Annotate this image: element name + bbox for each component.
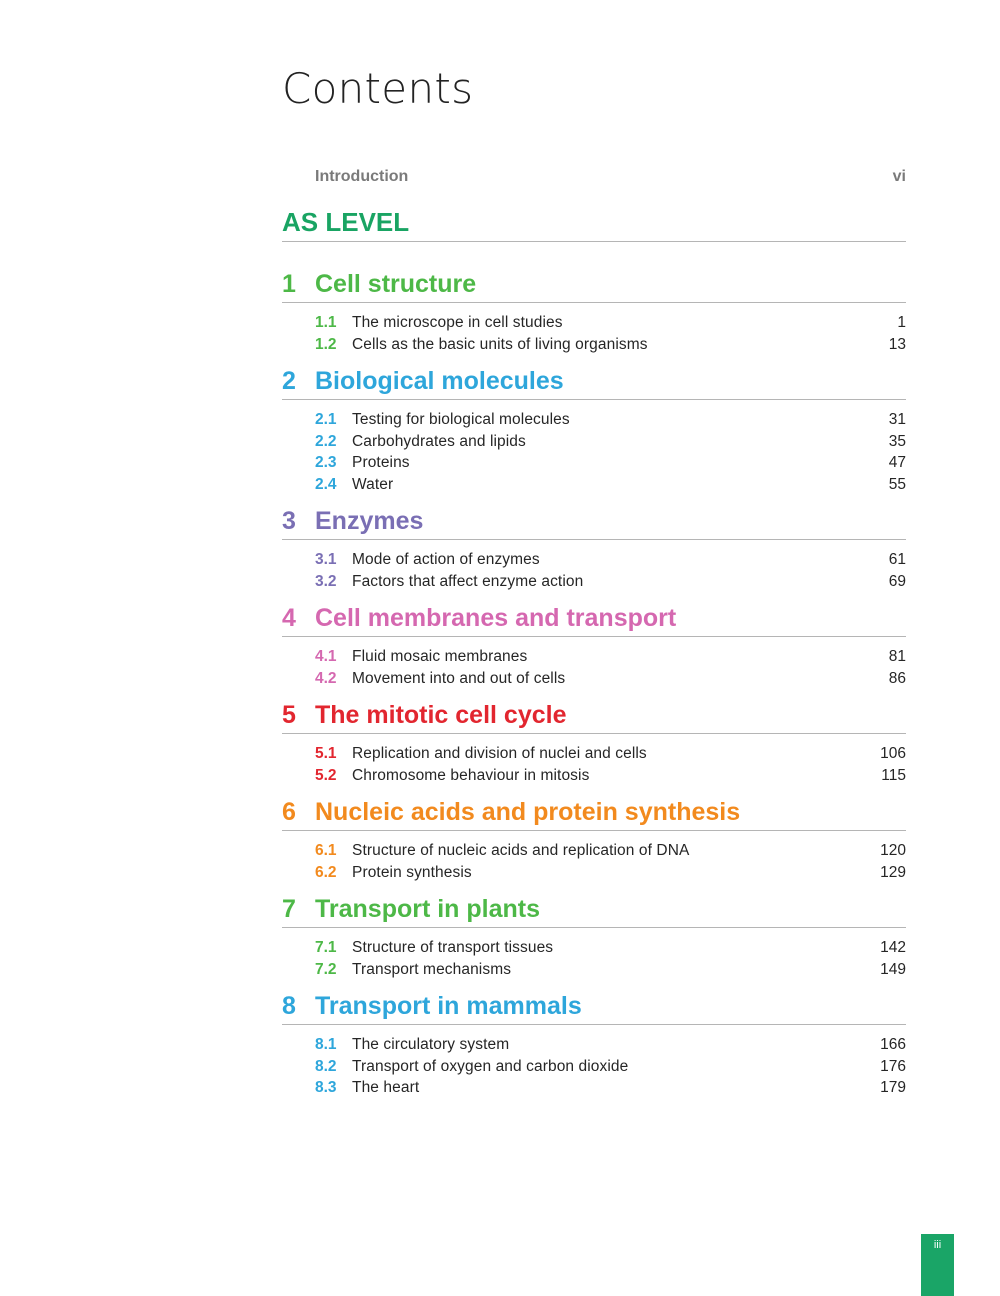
section-entry[interactable] bbox=[282, 840, 906, 862]
section-list bbox=[282, 312, 906, 355]
chapter-3 bbox=[282, 505, 906, 592]
intro-title: Introduction bbox=[315, 168, 409, 185]
chapter-heading[interactable] bbox=[282, 268, 906, 303]
section-page-number: 81 bbox=[888, 648, 906, 665]
section-list bbox=[282, 646, 906, 689]
chapter-4 bbox=[282, 602, 906, 689]
section-page-number: 31 bbox=[888, 411, 906, 428]
page-number: iii bbox=[933, 1239, 942, 1251]
section-number: 4.1 bbox=[315, 648, 337, 665]
section-entry[interactable] bbox=[282, 452, 906, 474]
chapter-title: Nucleic acids and protein synthesis bbox=[315, 798, 741, 826]
section-title: Structure of nucleic acids and replication of DNA bbox=[352, 842, 690, 859]
chapter-heading[interactable] bbox=[282, 990, 906, 1025]
chapter-8 bbox=[282, 990, 906, 1099]
section-entry[interactable] bbox=[282, 431, 906, 453]
section-number: 7.1 bbox=[315, 939, 337, 956]
section-page-number: 142 bbox=[880, 939, 906, 956]
section-entry[interactable] bbox=[282, 765, 906, 787]
chapter-7 bbox=[282, 893, 906, 980]
section-entry[interactable] bbox=[282, 549, 906, 571]
section-list bbox=[282, 409, 906, 495]
section-number: 6.1 bbox=[315, 842, 337, 859]
chapter-heading[interactable] bbox=[282, 505, 906, 540]
section-entry[interactable] bbox=[282, 334, 906, 356]
section-page-number: 47 bbox=[888, 454, 906, 471]
section-title: Protein synthesis bbox=[352, 863, 472, 881]
section-title: Water bbox=[352, 475, 394, 493]
section-title: Transport mechanisms bbox=[352, 960, 512, 978]
section-page-number: 120 bbox=[880, 842, 906, 859]
section-list bbox=[282, 840, 906, 883]
chapter-title: Cell structure bbox=[315, 270, 477, 298]
section-title: Mode of action of enzymes bbox=[352, 551, 540, 568]
section-entry[interactable] bbox=[282, 862, 906, 884]
chapter-title: The mitotic cell cycle bbox=[315, 701, 567, 729]
section-number: 8.1 bbox=[315, 1036, 337, 1053]
section-number: 1.2 bbox=[315, 335, 337, 353]
section-entry[interactable] bbox=[282, 743, 906, 765]
chapter-number: 3 bbox=[282, 507, 296, 535]
chapter-heading[interactable] bbox=[282, 893, 906, 928]
section-number: 8.3 bbox=[315, 1079, 337, 1096]
section-entry[interactable] bbox=[282, 937, 906, 959]
section-title: The microscope in cell studies bbox=[352, 314, 563, 331]
section-page-number: 69 bbox=[888, 572, 906, 590]
chapter-number: 7 bbox=[282, 895, 296, 923]
section-list bbox=[282, 1034, 906, 1099]
chapter-title: Transport in mammals bbox=[315, 992, 582, 1020]
section-number: 2.1 bbox=[315, 411, 337, 428]
section-entry[interactable] bbox=[282, 409, 906, 431]
section-entry[interactable] bbox=[282, 1056, 906, 1078]
chapter-title: Transport in plants bbox=[315, 895, 541, 923]
section-page-number: 1 bbox=[897, 314, 906, 331]
chapter-number: 8 bbox=[282, 992, 296, 1020]
chapter-heading[interactable] bbox=[282, 796, 906, 831]
section-page-number: 176 bbox=[880, 1057, 906, 1075]
chapter-list bbox=[282, 268, 906, 1109]
section-number: 1.1 bbox=[315, 314, 337, 331]
chapter-6 bbox=[282, 796, 906, 883]
intro-entry[interactable] bbox=[315, 167, 906, 187]
chapter-heading[interactable] bbox=[282, 699, 906, 734]
section-number: 3.1 bbox=[315, 551, 337, 568]
chapter-number: 4 bbox=[282, 604, 296, 632]
chapter-number: 1 bbox=[282, 270, 296, 298]
chapter-title: Enzymes bbox=[315, 507, 424, 535]
section-number: 4.2 bbox=[315, 669, 337, 687]
chapter-number: 5 bbox=[282, 701, 296, 729]
section-entry[interactable] bbox=[282, 571, 906, 593]
section-list bbox=[282, 937, 906, 980]
section-entry[interactable] bbox=[282, 312, 906, 334]
section-number: 2.4 bbox=[315, 475, 337, 493]
section-entry[interactable] bbox=[282, 1034, 906, 1056]
section-number: 3.2 bbox=[315, 572, 337, 590]
chapter-5 bbox=[282, 699, 906, 786]
section-title: Movement into and out of cells bbox=[352, 669, 566, 687]
section-page-number: 129 bbox=[880, 863, 906, 881]
section-number: 6.2 bbox=[315, 863, 337, 881]
section-number: 2.2 bbox=[315, 432, 337, 450]
section-page-number: 55 bbox=[888, 475, 906, 493]
section-list bbox=[282, 743, 906, 786]
section-title: Proteins bbox=[352, 454, 410, 471]
section-title: Fluid mosaic membranes bbox=[352, 648, 528, 665]
section-page-number: 35 bbox=[888, 432, 906, 450]
section-title: Chromosome behaviour in mitosis bbox=[352, 766, 590, 784]
chapter-heading[interactable] bbox=[282, 365, 906, 400]
section-title: Testing for biological molecules bbox=[352, 411, 570, 428]
section-page-number: 115 bbox=[881, 766, 906, 784]
chapter-number: 6 bbox=[282, 798, 296, 826]
page-number-tab bbox=[921, 1234, 954, 1296]
section-entry[interactable] bbox=[282, 959, 906, 981]
section-page-number: 166 bbox=[880, 1036, 906, 1053]
section-list bbox=[282, 549, 906, 592]
section-title: Structure of transport tissues bbox=[352, 939, 554, 956]
section-title: Carbohydrates and lipids bbox=[352, 432, 526, 450]
section-number: 5.1 bbox=[315, 745, 337, 762]
section-page-number: 86 bbox=[888, 669, 906, 687]
section-title: The heart bbox=[352, 1079, 420, 1096]
section-number: 5.2 bbox=[315, 766, 337, 784]
section-number: 2.3 bbox=[315, 454, 337, 471]
section-title: Replication and division of nuclei and cells bbox=[352, 745, 647, 762]
chapter-number: 2 bbox=[282, 367, 296, 395]
section-title: Transport of oxygen and carbon dioxide bbox=[352, 1057, 629, 1075]
section-page-number: 13 bbox=[888, 335, 906, 353]
section-entry[interactable] bbox=[282, 474, 906, 496]
section-title: Factors that affect enzyme action bbox=[352, 572, 584, 590]
section-page-number: 106 bbox=[880, 745, 906, 762]
page-title: Contents bbox=[282, 64, 474, 113]
section-entry[interactable] bbox=[282, 668, 906, 690]
section-page-number: 149 bbox=[880, 960, 906, 978]
chapter-heading[interactable] bbox=[282, 602, 906, 637]
section-title: Cells as the basic units of living organisms bbox=[352, 335, 648, 353]
chapter-title: Biological molecules bbox=[315, 367, 564, 395]
section-entry[interactable] bbox=[282, 646, 906, 668]
chapter-title: Cell membranes and transport bbox=[315, 604, 677, 632]
section-title: The circulatory system bbox=[352, 1036, 510, 1053]
level-heading: AS LEVEL bbox=[282, 205, 906, 242]
chapter-2 bbox=[282, 365, 906, 495]
section-page-number: 179 bbox=[880, 1079, 906, 1096]
intro-page: vi bbox=[892, 168, 906, 185]
section-number: 7.2 bbox=[315, 960, 337, 978]
section-page-number: 61 bbox=[888, 551, 906, 568]
section-number: 8.2 bbox=[315, 1057, 337, 1075]
chapter-1 bbox=[282, 268, 906, 355]
section-entry[interactable] bbox=[282, 1077, 906, 1099]
